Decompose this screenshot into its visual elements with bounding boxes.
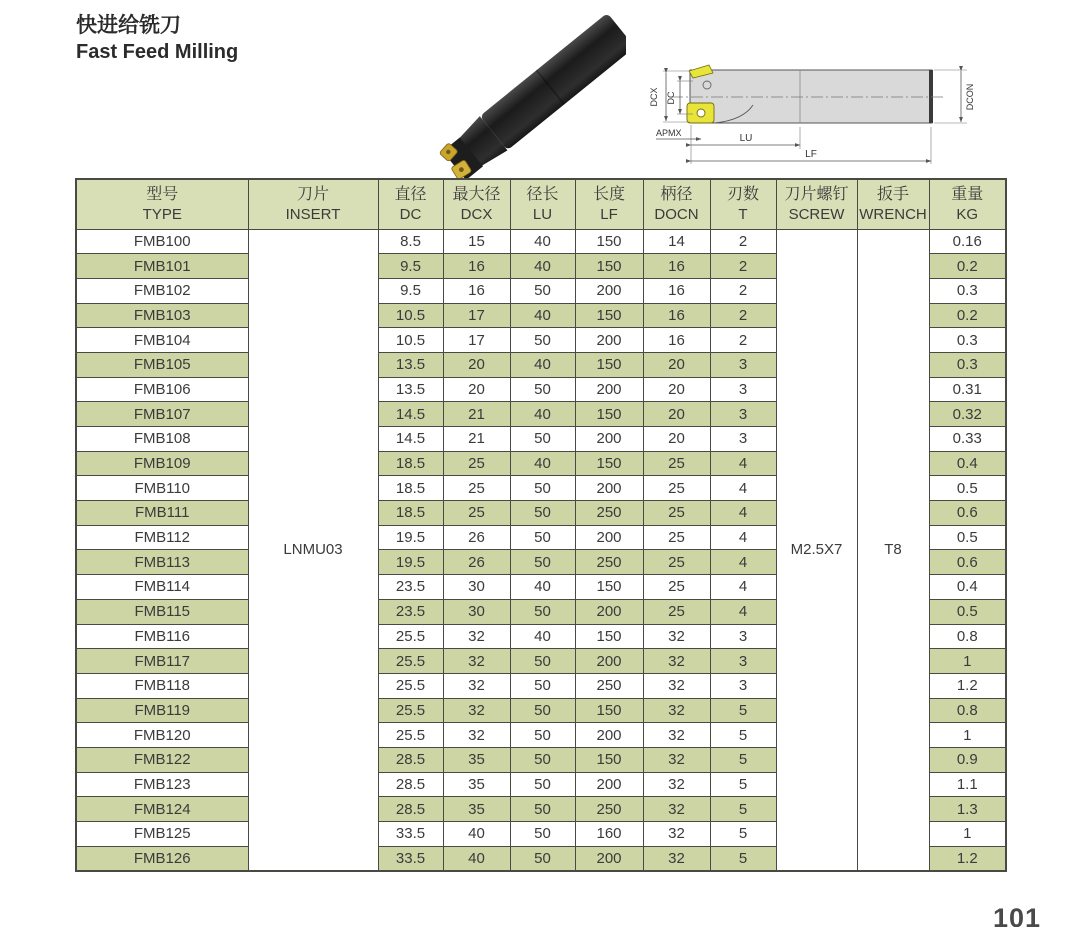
docn-cell: 16 (643, 328, 710, 353)
dcx-cell: 25 (443, 501, 510, 526)
table-header (76, 179, 1006, 229)
t-cell: 5 (710, 797, 776, 822)
dcx-cell: 20 (443, 377, 510, 402)
milling-cutter-photo (368, 8, 626, 178)
dcx-cell: 32 (443, 624, 510, 649)
kg-cell: 0.32 (929, 402, 1006, 427)
lf-cell: 200 (575, 377, 643, 402)
kg-cell: 0.5 (929, 525, 1006, 550)
lu-cell: 50 (510, 797, 575, 822)
type-cell: FMB123 (76, 772, 248, 797)
t-cell: 4 (710, 575, 776, 600)
lu-cell: 40 (510, 303, 575, 328)
t-cell: 5 (710, 723, 776, 748)
type-cell: FMB119 (76, 698, 248, 723)
docn-cell: 20 (643, 402, 710, 427)
docn-cell: 32 (643, 846, 710, 871)
t-cell: 3 (710, 352, 776, 377)
lf-cell: 200 (575, 525, 643, 550)
col-type-header: 型号 TYPE (76, 179, 248, 229)
type-cell: FMB107 (76, 402, 248, 427)
kg-cell: 0.8 (929, 698, 1006, 723)
dcx-cell: 16 (443, 278, 510, 303)
dcx-cell: 17 (443, 328, 510, 353)
lu-cell: 40 (510, 575, 575, 600)
kg-cell: 0.4 (929, 451, 1006, 476)
dc-cell: 25.5 (378, 649, 443, 674)
lu-cell: 50 (510, 649, 575, 674)
t-cell: 4 (710, 451, 776, 476)
docn-cell: 25 (643, 575, 710, 600)
type-cell: FMB109 (76, 451, 248, 476)
docn-cell: 20 (643, 427, 710, 452)
docn-cell: 32 (643, 822, 710, 847)
t-cell: 2 (710, 278, 776, 303)
type-cell: FMB113 (76, 550, 248, 575)
type-cell: FMB102 (76, 278, 248, 303)
dcx-cell: 26 (443, 525, 510, 550)
lf-cell: 150 (575, 303, 643, 328)
lf-cell: 250 (575, 673, 643, 698)
t-cell: 3 (710, 402, 776, 427)
dcx-cell: 30 (443, 599, 510, 624)
dcx-cell: 15 (443, 229, 510, 254)
kg-cell: 0.6 (929, 501, 1006, 526)
kg-cell: 0.9 (929, 747, 1006, 772)
t-cell: 2 (710, 254, 776, 279)
label-dc: DC (666, 91, 676, 105)
docn-cell: 25 (643, 501, 710, 526)
lu-cell: 40 (510, 451, 575, 476)
dcx-cell: 26 (443, 550, 510, 575)
col-t-header: 刃数 T (710, 179, 776, 229)
dc-cell: 19.5 (378, 525, 443, 550)
docn-cell: 32 (643, 747, 710, 772)
dc-cell: 25.5 (378, 698, 443, 723)
type-cell: FMB118 (76, 673, 248, 698)
kg-cell: 0.33 (929, 427, 1006, 452)
lu-cell: 50 (510, 550, 575, 575)
lu-cell: 50 (510, 599, 575, 624)
docn-cell: 32 (643, 624, 710, 649)
title-block (76, 12, 238, 65)
label-apmx: APMX (656, 128, 682, 138)
kg-cell: 0.3 (929, 278, 1006, 303)
docn-cell: 25 (643, 550, 710, 575)
wrench-merged-cell: T8 (857, 229, 929, 871)
kg-cell: 0.2 (929, 254, 1006, 279)
docn-cell: 32 (643, 723, 710, 748)
col-wrench-header: 扳手 WRENCH (857, 179, 929, 229)
type-cell: FMB104 (76, 328, 248, 353)
t-cell: 4 (710, 525, 776, 550)
dc-cell: 13.5 (378, 377, 443, 402)
lf-cell: 150 (575, 402, 643, 427)
t-cell: 5 (710, 698, 776, 723)
product-photo (368, 8, 626, 178)
col-dcx-header: 最大径 DCX (443, 179, 510, 229)
lu-cell: 50 (510, 377, 575, 402)
lu-cell: 50 (510, 427, 575, 452)
insert-merged-cell: LNMU03 (248, 229, 378, 871)
t-cell: 3 (710, 427, 776, 452)
t-cell: 5 (710, 747, 776, 772)
kg-cell: 0.3 (929, 352, 1006, 377)
dc-cell: 18.5 (378, 501, 443, 526)
lf-cell: 250 (575, 550, 643, 575)
cutter-body (690, 70, 932, 123)
t-cell: 3 (710, 673, 776, 698)
type-cell: FMB126 (76, 846, 248, 871)
docn-cell: 16 (643, 278, 710, 303)
lu-cell: 50 (510, 476, 575, 501)
col-screw-header: 刀片螺钉 SCREW (776, 179, 857, 229)
page-title-zh: 快进给铣刀 (76, 14, 181, 37)
type-cell: FMB122 (76, 747, 248, 772)
docn-cell: 25 (643, 451, 710, 476)
dimension-diagram (643, 55, 1063, 170)
lf-cell: 250 (575, 501, 643, 526)
kg-cell: 0.6 (929, 550, 1006, 575)
lu-cell: 40 (510, 254, 575, 279)
dcx-cell: 21 (443, 402, 510, 427)
lf-cell: 150 (575, 229, 643, 254)
docn-cell: 16 (643, 254, 710, 279)
kg-cell: 0.2 (929, 303, 1006, 328)
table-row (76, 229, 1006, 254)
dcx-cell: 32 (443, 698, 510, 723)
type-cell: FMB101 (76, 254, 248, 279)
t-cell: 3 (710, 377, 776, 402)
dc-cell: 10.5 (378, 328, 443, 353)
docn-cell: 16 (643, 303, 710, 328)
t-cell: 3 (710, 649, 776, 674)
lf-cell: 150 (575, 747, 643, 772)
type-cell: FMB103 (76, 303, 248, 328)
lf-cell: 200 (575, 846, 643, 871)
kg-cell: 0.31 (929, 377, 1006, 402)
dc-cell: 18.5 (378, 451, 443, 476)
dcx-cell: 40 (443, 846, 510, 871)
type-cell: FMB124 (76, 797, 248, 822)
type-cell: FMB120 (76, 723, 248, 748)
lf-cell: 150 (575, 352, 643, 377)
lf-cell: 200 (575, 599, 643, 624)
dc-cell: 9.5 (378, 278, 443, 303)
dcx-cell: 32 (443, 723, 510, 748)
t-cell: 2 (710, 229, 776, 254)
dcx-cell: 21 (443, 427, 510, 452)
lu-cell: 50 (510, 723, 575, 748)
type-cell: FMB117 (76, 649, 248, 674)
t-cell: 4 (710, 599, 776, 624)
docn-cell: 25 (643, 525, 710, 550)
dcx-cell: 25 (443, 476, 510, 501)
dc-cell: 25.5 (378, 723, 443, 748)
docn-cell: 32 (643, 772, 710, 797)
type-cell: FMB105 (76, 352, 248, 377)
col-lu-header: 径长 LU (510, 179, 575, 229)
kg-cell: 1.1 (929, 772, 1006, 797)
t-cell: 2 (710, 328, 776, 353)
lf-cell: 150 (575, 451, 643, 476)
kg-cell: 1 (929, 822, 1006, 847)
kg-cell: 0.16 (929, 229, 1006, 254)
kg-cell: 0.8 (929, 624, 1006, 649)
lu-cell: 50 (510, 822, 575, 847)
lu-cell: 40 (510, 229, 575, 254)
dcx-cell: 32 (443, 673, 510, 698)
type-cell: FMB108 (76, 427, 248, 452)
lf-cell: 200 (575, 649, 643, 674)
lu-cell: 40 (510, 402, 575, 427)
t-cell: 5 (710, 846, 776, 871)
lu-cell: 50 (510, 501, 575, 526)
dc-cell: 33.5 (378, 846, 443, 871)
col-lf-header: 长度 LF (575, 179, 643, 229)
dc-cell: 10.5 (378, 303, 443, 328)
screw-merged-cell: M2.5X7 (776, 229, 857, 871)
dc-cell: 19.5 (378, 550, 443, 575)
lf-cell: 200 (575, 772, 643, 797)
lf-cell: 150 (575, 698, 643, 723)
dcx-cell: 32 (443, 649, 510, 674)
kg-cell: 0.5 (929, 476, 1006, 501)
type-cell: FMB111 (76, 501, 248, 526)
docn-cell: 32 (643, 649, 710, 674)
t-cell: 5 (710, 772, 776, 797)
label-lf: LF (805, 149, 817, 160)
kg-cell: 1 (929, 723, 1006, 748)
docn-cell: 32 (643, 673, 710, 698)
lf-cell: 250 (575, 797, 643, 822)
spec-table (75, 178, 1007, 872)
lu-cell: 50 (510, 846, 575, 871)
col-docn-header: 柄径 DOCN (643, 179, 710, 229)
lf-cell: 150 (575, 254, 643, 279)
kg-cell: 0.5 (929, 599, 1006, 624)
kg-cell: 1 (929, 649, 1006, 674)
t-cell: 4 (710, 550, 776, 575)
dc-cell: 23.5 (378, 599, 443, 624)
label-dcx: DCX (649, 87, 659, 107)
lu-cell: 50 (510, 772, 575, 797)
dcx-cell: 40 (443, 822, 510, 847)
lu-cell: 50 (510, 673, 575, 698)
page-title-en: Fast Feed Milling (76, 41, 239, 64)
docn-cell: 20 (643, 352, 710, 377)
lf-cell: 160 (575, 822, 643, 847)
dc-cell: 8.5 (378, 229, 443, 254)
dc-cell: 28.5 (378, 747, 443, 772)
page-number: 101 (993, 903, 1042, 927)
dcx-cell: 25 (443, 451, 510, 476)
dc-cell: 13.5 (378, 352, 443, 377)
lf-cell: 200 (575, 427, 643, 452)
lu-cell: 40 (510, 624, 575, 649)
docn-cell: 32 (643, 698, 710, 723)
lf-cell: 200 (575, 723, 643, 748)
col-kg-header: 重量 KG (929, 179, 1006, 229)
lu-cell: 40 (510, 352, 575, 377)
dcx-cell: 35 (443, 747, 510, 772)
type-cell: FMB106 (76, 377, 248, 402)
docn-cell: 20 (643, 377, 710, 402)
type-cell: FMB112 (76, 525, 248, 550)
tool-body-group (436, 13, 626, 178)
dc-cell: 9.5 (378, 254, 443, 279)
dcx-cell: 35 (443, 797, 510, 822)
dc-cell: 18.5 (378, 476, 443, 501)
dimension-drawing (643, 55, 1063, 170)
kg-cell: 1.3 (929, 797, 1006, 822)
docn-cell: 25 (643, 599, 710, 624)
dcx-cell: 17 (443, 303, 510, 328)
dc-cell: 14.5 (378, 427, 443, 452)
t-cell: 3 (710, 624, 776, 649)
docn-cell: 14 (643, 229, 710, 254)
lu-cell: 50 (510, 698, 575, 723)
type-cell: FMB110 (76, 476, 248, 501)
kg-cell: 1.2 (929, 673, 1006, 698)
kg-cell: 0.4 (929, 575, 1006, 600)
type-cell: FMB115 (76, 599, 248, 624)
type-cell: FMB100 (76, 229, 248, 254)
dc-cell: 33.5 (378, 822, 443, 847)
type-cell: FMB125 (76, 822, 248, 847)
type-cell: FMB114 (76, 575, 248, 600)
kg-cell: 1.2 (929, 846, 1006, 871)
dc-cell: 25.5 (378, 624, 443, 649)
lf-cell: 200 (575, 328, 643, 353)
table-body (76, 229, 1006, 871)
docn-cell: 32 (643, 797, 710, 822)
t-cell: 4 (710, 476, 776, 501)
dc-cell: 14.5 (378, 402, 443, 427)
lu-cell: 50 (510, 278, 575, 303)
docn-cell: 25 (643, 476, 710, 501)
dc-cell: 28.5 (378, 772, 443, 797)
lf-cell: 150 (575, 575, 643, 600)
lf-cell: 200 (575, 476, 643, 501)
dcx-cell: 35 (443, 772, 510, 797)
lu-cell: 50 (510, 747, 575, 772)
dc-cell: 23.5 (378, 575, 443, 600)
lu-cell: 50 (510, 525, 575, 550)
dcx-cell: 30 (443, 575, 510, 600)
col-dc-header: 直径 DC (378, 179, 443, 229)
lf-cell: 150 (575, 624, 643, 649)
t-cell: 5 (710, 822, 776, 847)
dc-cell: 28.5 (378, 797, 443, 822)
lf-cell: 200 (575, 278, 643, 303)
label-lu: LU (739, 133, 753, 144)
t-cell: 2 (710, 303, 776, 328)
t-cell: 4 (710, 501, 776, 526)
lu-cell: 50 (510, 328, 575, 353)
type-cell: FMB116 (76, 624, 248, 649)
col-insert-header: 刀片 INSERT (248, 179, 378, 229)
dcx-cell: 20 (443, 352, 510, 377)
kg-cell: 0.3 (929, 328, 1006, 353)
dc-cell: 25.5 (378, 673, 443, 698)
label-dcon: DCON (965, 83, 975, 111)
dcx-cell: 16 (443, 254, 510, 279)
